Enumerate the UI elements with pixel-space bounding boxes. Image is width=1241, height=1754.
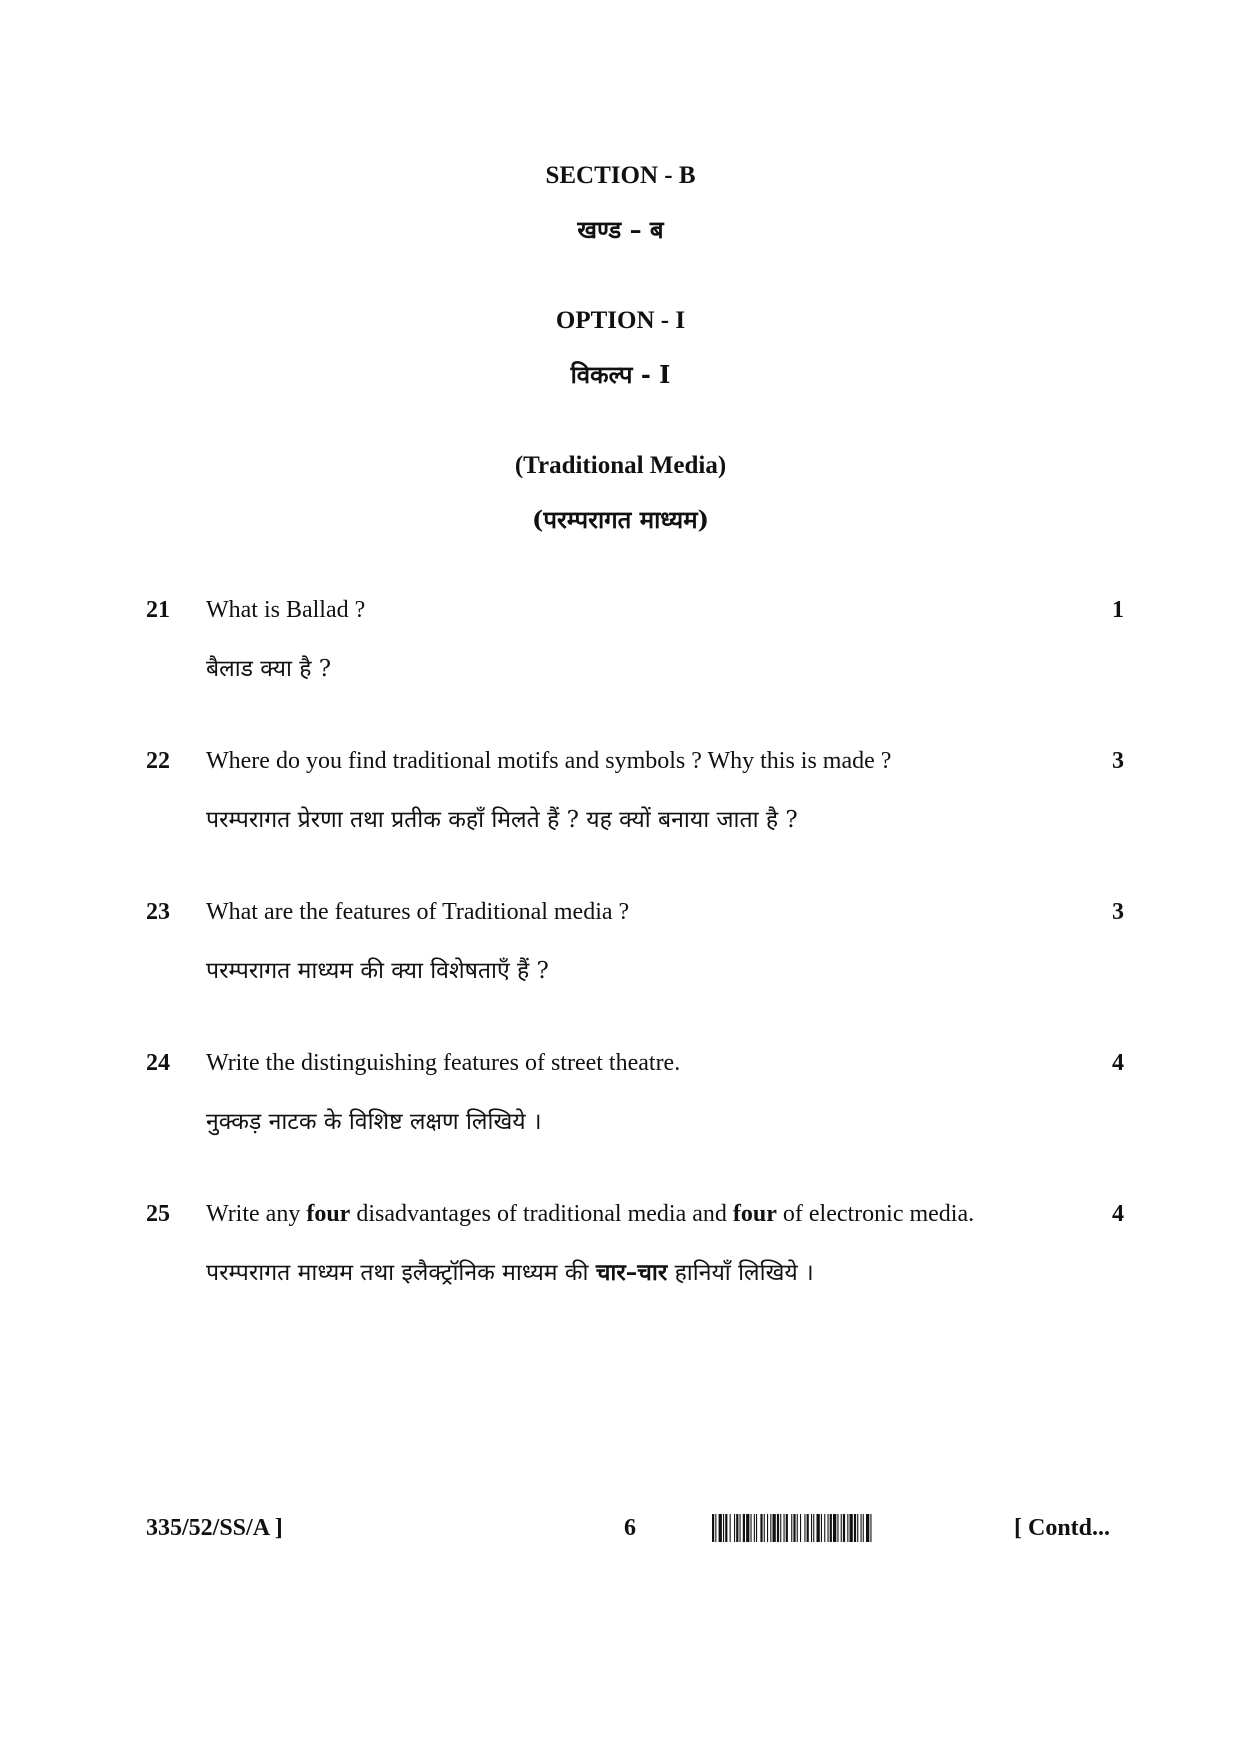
option-title: OPTION - I	[555, 307, 686, 334]
topic-title: (Traditional Media)	[514, 452, 727, 479]
question-text-hindi: परम्परागत माध्यम की क्या विशेषताएँ हैं ?	[206, 958, 549, 984]
question-text-english: Write the distinguishing features of street theatre.	[206, 1050, 681, 1076]
paper-code: 335/52/SS/A ]	[146, 1515, 283, 1541]
section-title-hindi: खण्ड – ब	[577, 215, 664, 244]
question-marks: 3	[1112, 899, 1124, 925]
question-24	[0, 1050, 1241, 1170]
question-marks: 1	[1112, 597, 1124, 623]
question-22	[0, 748, 1241, 868]
emphasis-four: four	[732, 1201, 777, 1227]
question-number: 25	[146, 1201, 170, 1227]
question-21	[0, 597, 1241, 717]
emphasis-char-char: चार–चार	[595, 1259, 668, 1286]
question-text-english: Where do you find traditional motifs and symbols ? Why this is made ?	[206, 748, 892, 774]
question-text-english: Write any four disadvantages of traditional media and four of electronic media.	[206, 1201, 975, 1227]
barcode	[712, 1514, 1000, 1542]
question-25	[0, 1201, 1241, 1321]
question-marks: 3	[1112, 748, 1124, 774]
page-number: 6	[624, 1515, 636, 1541]
question-number: 23	[146, 899, 170, 925]
question-number: 24	[146, 1050, 170, 1076]
question-text-english: What is Ballad ?	[206, 597, 366, 623]
question-marks: 4	[1112, 1201, 1124, 1227]
question-number: 22	[146, 748, 170, 774]
section-title: SECTION - B	[545, 162, 696, 189]
question-text-hindi: परम्परागत माध्यम तथा इलैक्ट्रॉनिक माध्यम की चार–चार हानियाँ लिखिये ।	[206, 1259, 814, 1286]
question-text-hindi: परम्परागत प्रेरणा तथा प्रतीक कहाँ मिलते हैं ? यह क्यों बनाया जाता है ?	[206, 807, 798, 833]
emphasis-four: four	[306, 1201, 351, 1227]
topic-title-hindi: (परम्परागत माध्यम)	[532, 505, 709, 534]
question-number: 21	[146, 597, 170, 623]
question-marks: 4	[1112, 1050, 1124, 1076]
question-23	[0, 899, 1241, 1019]
question-text-hindi: नुक्कड़ नाटक के विशिष्ट लक्षण लिखिये ।	[206, 1109, 542, 1135]
option-title-hindi: विकल्प - I	[570, 360, 671, 389]
question-text-english: What are the features of Traditional media ?	[206, 899, 630, 925]
question-text-hindi: बैलाड क्या है ?	[206, 656, 332, 682]
continued-label: [ Contd...	[1014, 1515, 1111, 1541]
